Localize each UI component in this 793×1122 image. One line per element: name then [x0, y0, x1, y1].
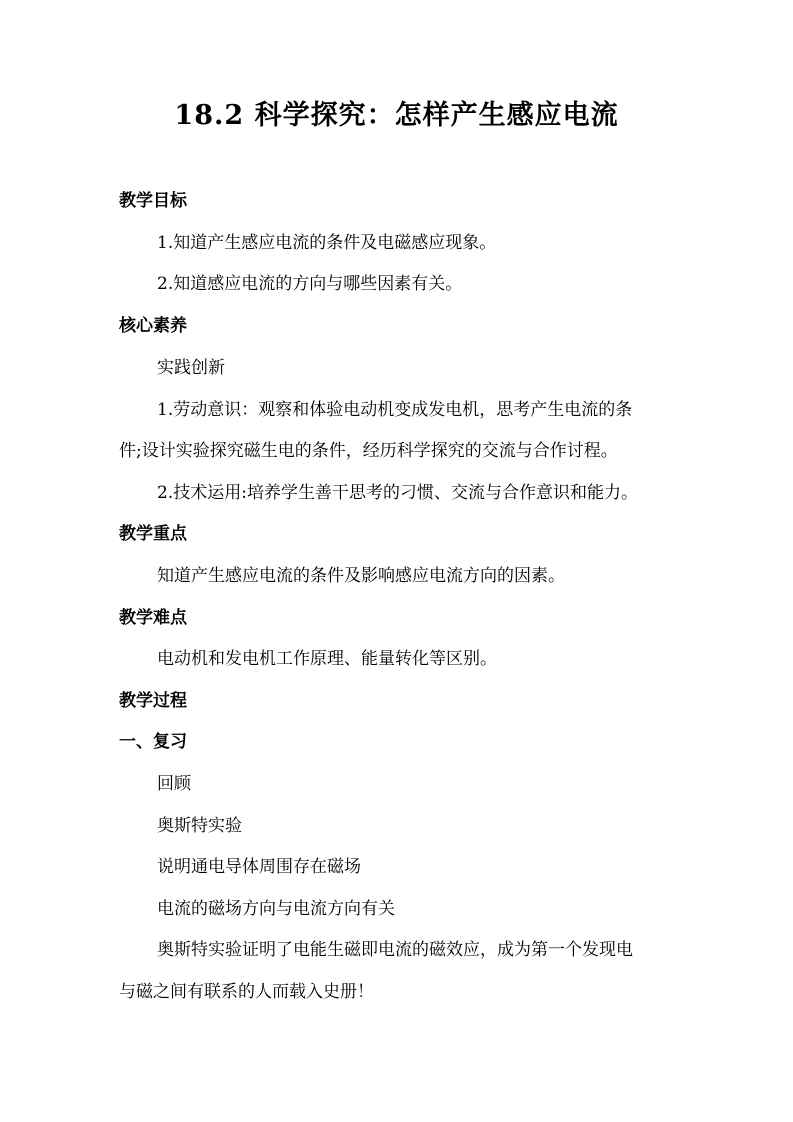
review-paragraph-line-2: 与磁之间有联系的人而载入史册！ — [119, 982, 374, 1002]
review-paragraph-line-1: 奥斯特实验证明了电能生磁即电流的磁效应，成为第一个发现电 — [157, 940, 633, 960]
literacy-item-1-line-1: 1.劳动意识：观察和体验电动机变成发电机，思考产生电流的条 — [157, 400, 633, 420]
heading-teaching-goals: 教学目标 — [119, 191, 187, 211]
literacy-intro: 实践创新 — [157, 358, 225, 378]
heading-core-literacy: 核心素养 — [119, 316, 187, 336]
heading-review: 一、复习 — [119, 732, 187, 752]
page-title: 18.2 科学探究：怎样产生感应电流 — [174, 100, 619, 131]
difficulties-text: 电动机和发电机工作原理、能量转化等区别。 — [157, 649, 497, 669]
literacy-item-2: 2.技术运用:培养学生善干思考的刁惯、交流与合作意识和能力。 — [157, 483, 638, 503]
heading-difficulties: 教学难点 — [119, 608, 187, 628]
heading-key-points: 教学重点 — [119, 524, 187, 544]
heading-teaching-process: 教学过程 — [119, 691, 187, 711]
review-line-2: 奥斯特实验 — [157, 816, 242, 836]
review-line-4: 电流的磁场方向与电流方向有关 — [157, 899, 395, 919]
review-line-3: 说明通电导体周围存在磁场 — [157, 857, 361, 877]
literacy-item-1-line-2: 件;设计实验探究磁生电的条件，经历科学探究的交流与合作讨程。 — [119, 441, 618, 461]
key-points-text: 知道产生感应电流的条件及影响感应电流方向的因素。 — [157, 566, 565, 586]
goal-item-1: 1.知道产生感应电流的条件及电磁感应现象。 — [157, 233, 497, 253]
goal-item-2: 2.知道感应电流的方向与哪些因素有关。 — [157, 274, 463, 294]
review-line-1: 回顾 — [157, 774, 191, 794]
